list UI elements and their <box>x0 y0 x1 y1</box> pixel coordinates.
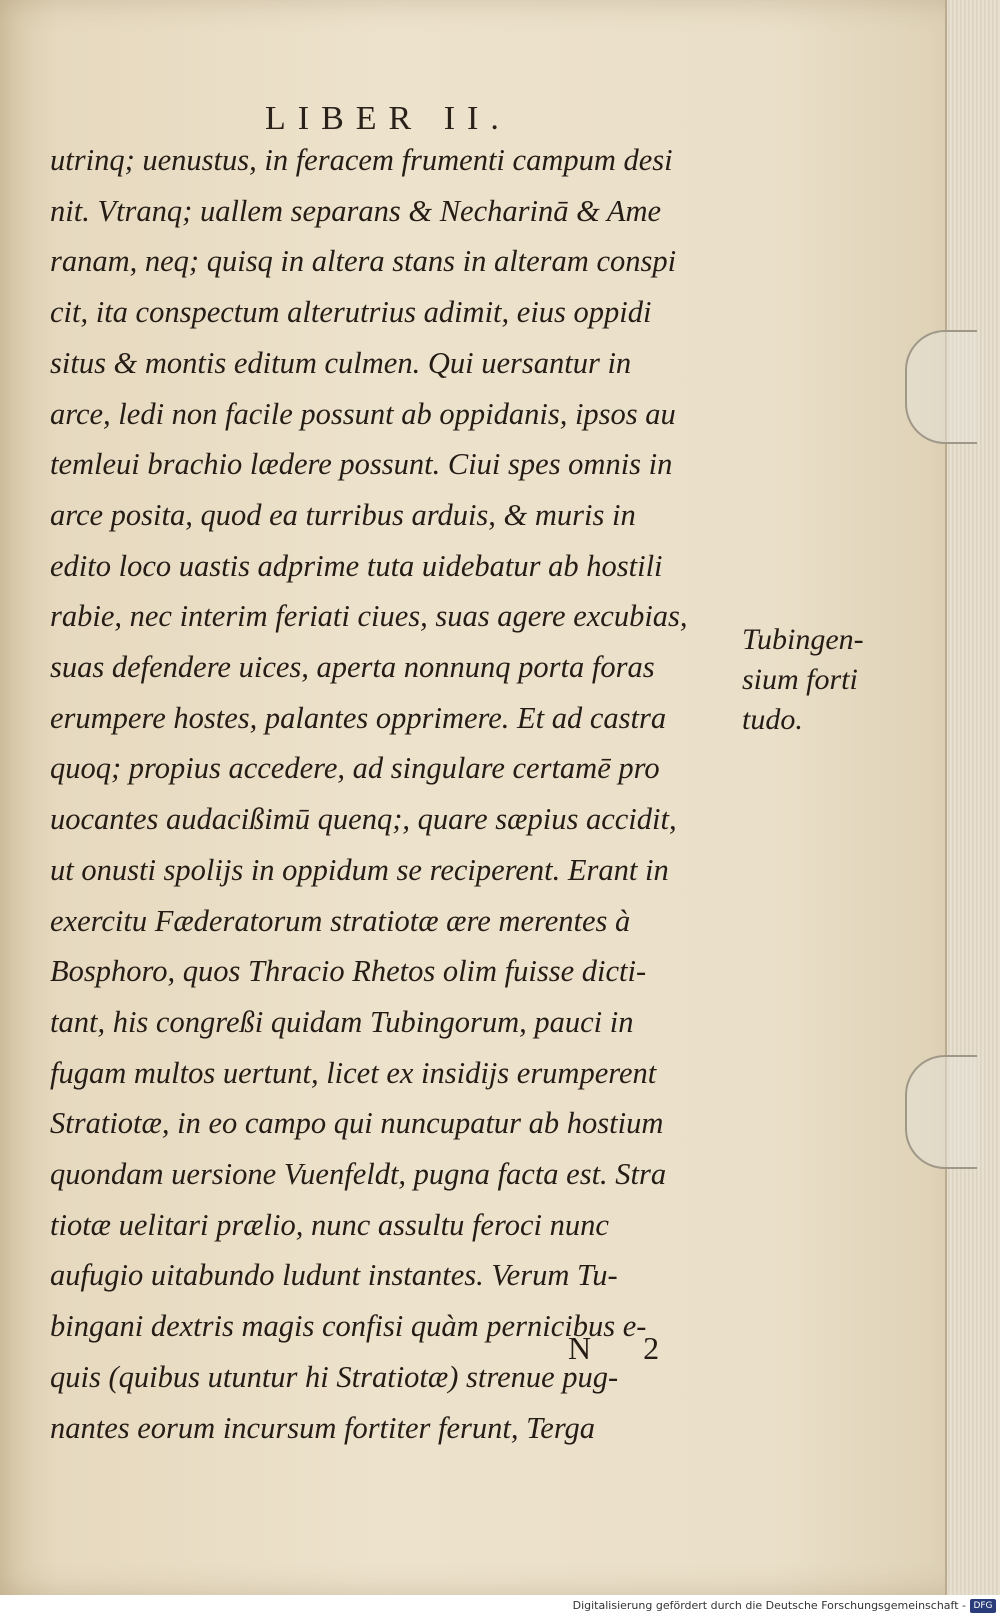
text-line: cit, ita conspectum alterutrius adimit, eius oppidi <box>50 295 652 330</box>
signature-mark: N 2 <box>568 1330 682 1366</box>
text-line: tiotæ uelitari prælio, nunc assultu feroci nunc <box>50 1207 609 1242</box>
text-line: erumpere hostes, palantes opprimere. Et ad castra <box>50 700 667 735</box>
text-line: ranam, neq; quisq in altera stans in alteram conspi <box>50 244 677 279</box>
text-line: arce posita, quod ea turribus arduis, & muris in <box>50 497 636 532</box>
text-line: Stratiotæ, in eo campo qui nuncupatur ab hostium <box>50 1106 664 1141</box>
text-line: uocantes audacißimū quenq;, quare sæpius accidit, <box>50 802 677 837</box>
text-line: tant, his congreßi quidam Tubingorum, pauci in <box>50 1004 634 1039</box>
margin-note-line: sium forti <box>742 663 858 696</box>
text-line: exercitu Fæderatorum stratiotæ ære merentes à <box>50 903 631 938</box>
text-line: rabie, nec interim feriati ciues, suas agere excubias, <box>50 599 688 634</box>
text-line: ut onusti spolijs in oppidum se reciperent. Erant in <box>50 852 669 887</box>
footer-bar <box>0 1595 1000 1617</box>
dfg-logo: DFG <box>970 1599 996 1613</box>
text-line: bingani dextris magis confisi quàm pernicibus e- <box>50 1309 647 1344</box>
text-line: quis (quibus utuntur hi Stratiotæ) strenue pug- <box>50 1359 619 1394</box>
text-line: quoq; propius accedere, ad singulare certamē pro <box>50 751 660 786</box>
running-head: LIBER II. <box>265 100 511 137</box>
text-line: nantes eorum incursum fortiter ferunt, Terga <box>50 1410 596 1445</box>
margin-note <box>742 620 902 740</box>
text-line: nit. Vtranq; uallem separans & Necharinā & Ame <box>50 193 662 228</box>
page-edge <box>945 0 1000 1595</box>
footer-text: Digitalisierung gefördert durch die Deutsche Forschungsgemeinschaft - <box>572 1599 966 1612</box>
text-line: utrinq; uenustus, in feracem frumenti campum desi <box>50 143 673 177</box>
text-line: temleui brachio lædere possunt. Ciui spes omnis in <box>50 447 673 482</box>
text-line: suas defendere uices, aperta nonnunq porta foras <box>50 650 655 685</box>
text-line: edito loco uastis adprime tuta uidebatur ab hostili <box>50 548 663 583</box>
clasp-strap-top <box>905 330 977 444</box>
text-line: arce, ledi non facile possunt ab oppidanis, ipsos au <box>50 396 676 431</box>
body-text <box>50 135 740 1453</box>
text-line: Bosphoro, quos Thracio Rhetos olim fuisse dicti- <box>50 954 647 989</box>
text-line: fugam multos uertunt, licet ex insidijs erumperent <box>50 1055 657 1090</box>
clasp-strap-bottom <box>905 1055 977 1169</box>
text-line: aufugio uitabundo ludunt instantes. Verum Tu- <box>50 1258 618 1293</box>
margin-note-line: Tubingen- <box>742 623 864 656</box>
text-line: situs & montis editum culmen. Qui uersantur in <box>50 345 632 380</box>
margin-note-line: tudo. <box>742 703 803 736</box>
text-line: quondam uersione Vuenfeldt, pugna facta est. Stra <box>50 1157 667 1192</box>
